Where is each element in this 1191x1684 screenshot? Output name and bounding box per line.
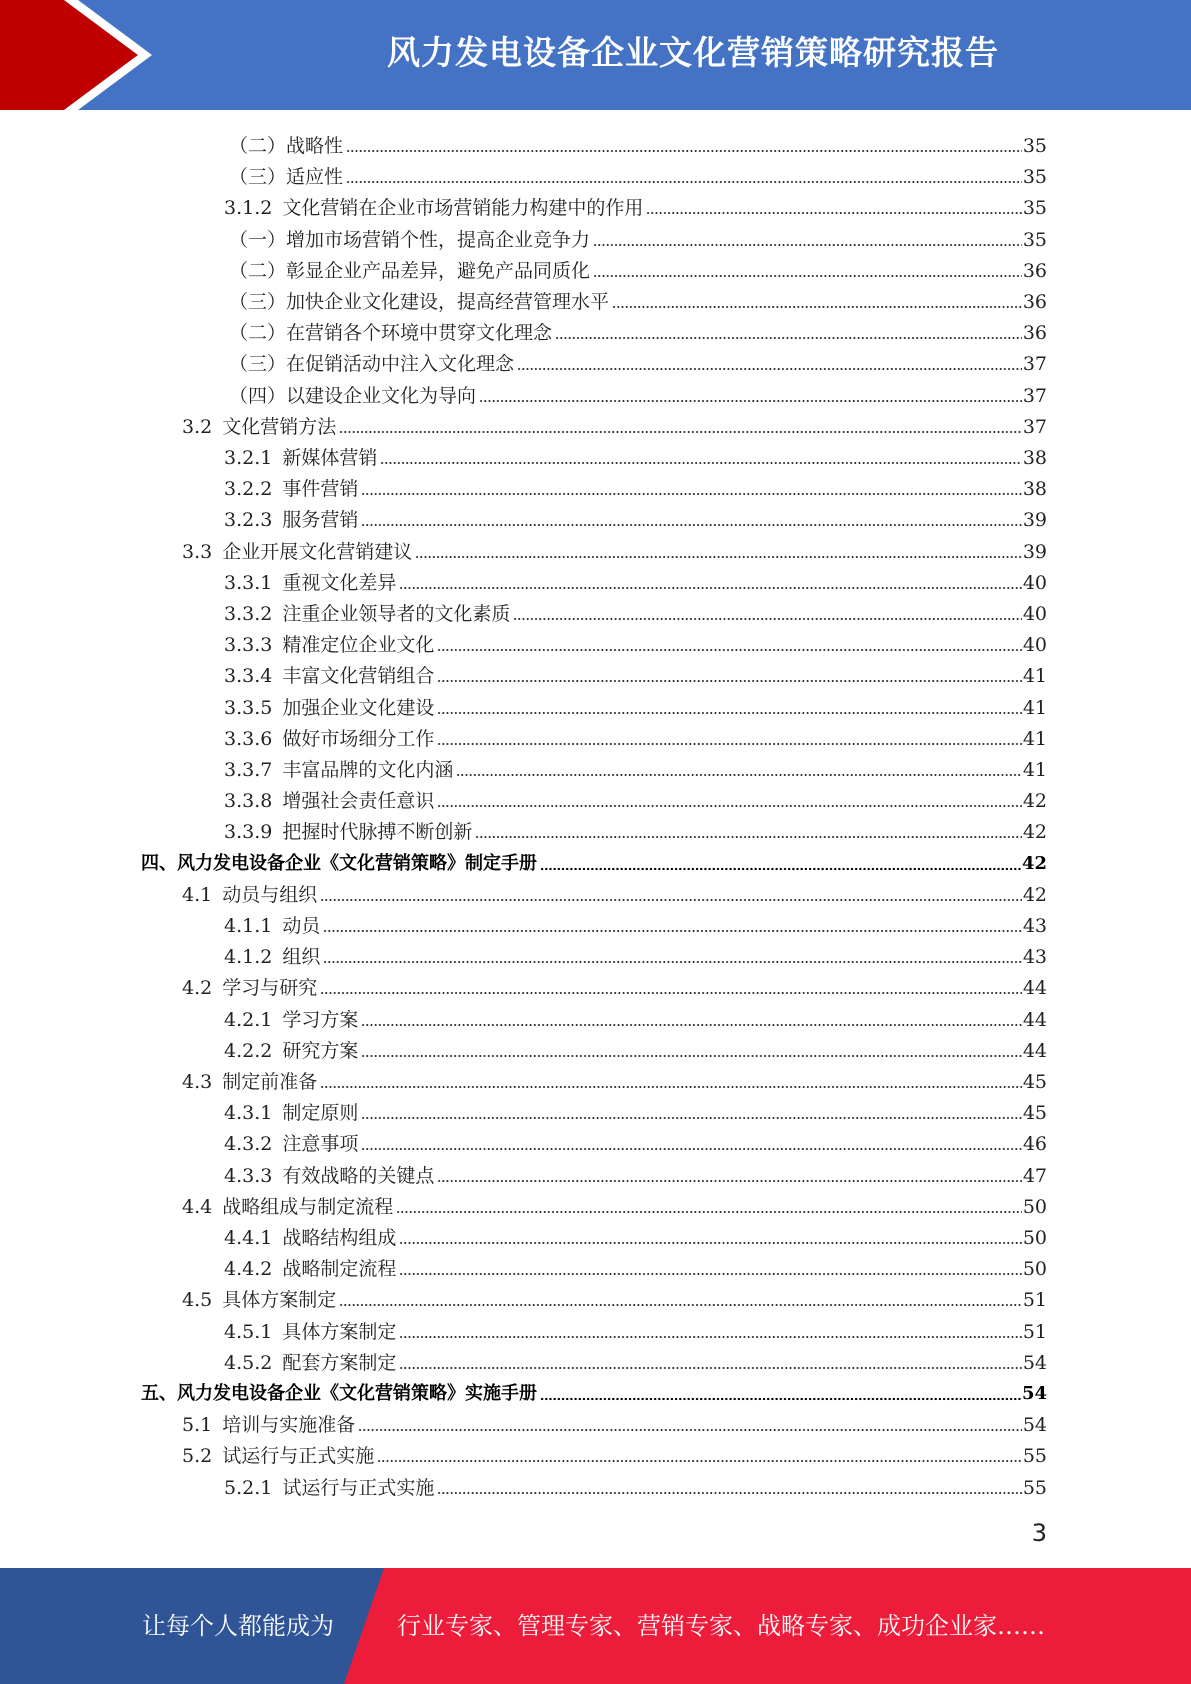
toc-entry-label bbox=[182, 1288, 336, 1312]
toc-entry-title: 注重企业领导者的文化素质 bbox=[282, 603, 511, 625]
toc-entry[interactable] bbox=[224, 907, 1047, 938]
toc-entry-title: 具体方案制定 bbox=[282, 1320, 397, 1343]
toc-entry-title: 培训与实施准备 bbox=[222, 1414, 356, 1437]
toc-entry-page: 40 bbox=[1022, 603, 1047, 625]
toc-entry-page: 47 bbox=[1022, 1164, 1047, 1187]
toc-entry[interactable] bbox=[182, 1188, 1047, 1219]
toc-entry-title: 增强社会责任意识 bbox=[282, 790, 435, 813]
toc-entry-number: 3.3.1 bbox=[224, 571, 279, 594]
toc-entry-number: 4.2.1 bbox=[224, 1008, 279, 1031]
toc-dot-leader bbox=[540, 863, 1021, 871]
toc-entry-title: 做好市场细分工作 bbox=[282, 727, 435, 750]
toc-entry-title: 动员 bbox=[282, 915, 321, 937]
toc-dot-leader bbox=[399, 1268, 1021, 1276]
toc-entry-number: 4.3 bbox=[182, 1071, 219, 1093]
toc-entry-number: 5.2 bbox=[182, 1445, 219, 1468]
toc-entry-label bbox=[229, 134, 343, 158]
toc-entry-number: 5.2.1 bbox=[224, 1476, 279, 1499]
toc-entry-title: 配套方案制定 bbox=[282, 1351, 397, 1374]
toc-entry-title: （二）战略性 bbox=[229, 135, 344, 157]
toc-entry[interactable] bbox=[224, 439, 1047, 470]
toc-entry-title: （四）以建设企业文化为导向 bbox=[229, 384, 477, 407]
toc-entry-title: 四、风力发电设备企业《文化营销策略》制定手册 bbox=[141, 852, 537, 874]
toc-entry-number: 3.3.9 bbox=[224, 821, 279, 844]
toc-entry-number: 4.5.1 bbox=[224, 1320, 279, 1343]
toc-entry[interactable] bbox=[229, 127, 1047, 158]
toc-entry[interactable] bbox=[141, 1375, 1047, 1406]
toc-entry-label bbox=[224, 1039, 358, 1063]
toc-entry-label bbox=[229, 290, 609, 314]
toc-entry-page: 39 bbox=[1022, 509, 1047, 532]
toc-entry-label bbox=[182, 540, 412, 564]
toc-entry-page: 41 bbox=[1022, 759, 1047, 781]
toc-entry[interactable] bbox=[224, 1344, 1047, 1375]
toc-entry-label bbox=[224, 758, 453, 782]
toc-entry-label bbox=[182, 1444, 374, 1468]
toc-entry-page: 50 bbox=[1022, 1227, 1047, 1249]
toc-dot-leader bbox=[437, 738, 1021, 746]
toc-entry-label bbox=[141, 1382, 537, 1406]
toc-entry-label bbox=[224, 602, 510, 626]
toc-entry-page: 44 bbox=[1022, 1039, 1047, 1062]
toc-dot-leader bbox=[513, 613, 1021, 621]
toc-entry-page: 35 bbox=[1022, 166, 1047, 189]
toc-entry-page: 54 bbox=[1022, 1414, 1047, 1437]
toc-entry-label bbox=[224, 446, 377, 470]
toc-entry-number: 3.3 bbox=[182, 540, 219, 563]
toc-entry[interactable] bbox=[182, 1437, 1047, 1468]
toc-entry[interactable] bbox=[224, 626, 1047, 657]
toc-entry-page: 35 bbox=[1022, 135, 1047, 157]
toc-entry-label bbox=[182, 976, 317, 1000]
toc-entry-label bbox=[229, 352, 514, 376]
toc-entry-title: 战略制定流程 bbox=[282, 1258, 397, 1281]
toc-entry-title: 制定原则 bbox=[282, 1102, 359, 1125]
toc-dot-leader bbox=[320, 1081, 1022, 1089]
toc-entry-label bbox=[182, 415, 336, 439]
toc-entry[interactable] bbox=[224, 1313, 1047, 1344]
toc-entry-page: 45 bbox=[1022, 1102, 1047, 1125]
toc-entry-number: 3.3.4 bbox=[224, 665, 279, 688]
toc-entry-label bbox=[224, 789, 434, 813]
toc-dot-leader bbox=[593, 270, 1022, 278]
toc-entry-page: 54 bbox=[1021, 1383, 1047, 1404]
toc-entry-page: 44 bbox=[1022, 1008, 1047, 1031]
toc-dot-leader bbox=[437, 644, 1021, 652]
toc-entry-label bbox=[229, 259, 590, 283]
toc-entry[interactable] bbox=[229, 252, 1047, 283]
toc-entry-title: （二）在营销各个环境中贯穿文化理念 bbox=[229, 322, 553, 345]
toc-entry-page: 35 bbox=[1022, 228, 1047, 251]
toc-entry-page: 40 bbox=[1022, 571, 1047, 594]
toc-entry-page: 38 bbox=[1022, 478, 1047, 501]
toc-dot-leader bbox=[399, 1237, 1021, 1245]
toc-dot-leader bbox=[323, 956, 1021, 964]
toc-entry-title: 具体方案制定 bbox=[222, 1289, 337, 1312]
toc-entry[interactable] bbox=[224, 595, 1047, 626]
toc-entry-page: 42 bbox=[1022, 790, 1047, 813]
toc-entry-label bbox=[224, 1476, 434, 1500]
toc-entry[interactable] bbox=[182, 1063, 1047, 1094]
toc-entry[interactable] bbox=[224, 564, 1047, 595]
toc-entry-page: 54 bbox=[1022, 1351, 1047, 1374]
toc-dot-leader bbox=[517, 363, 1022, 371]
toc-entry-label bbox=[224, 820, 472, 844]
toc-entry-page: 51 bbox=[1022, 1320, 1047, 1343]
toc-entry-page: 36 bbox=[1022, 259, 1047, 282]
toc-entry-page: 35 bbox=[1022, 197, 1047, 220]
toc-entry[interactable] bbox=[182, 1406, 1047, 1437]
toc-entry[interactable] bbox=[229, 314, 1047, 345]
toc-entry[interactable] bbox=[229, 345, 1047, 376]
toc-entry-page: 37 bbox=[1022, 384, 1047, 407]
toc-dot-leader bbox=[323, 925, 1021, 933]
toc-entry-label bbox=[224, 1101, 358, 1125]
toc-entry-number: 4.4.2 bbox=[224, 1258, 279, 1281]
toc-entry[interactable] bbox=[224, 470, 1047, 501]
toc-entry[interactable] bbox=[224, 1125, 1047, 1156]
toc-entry[interactable] bbox=[182, 1281, 1047, 1312]
toc-dot-leader bbox=[361, 1143, 1021, 1151]
toc-entry-page: 42 bbox=[1022, 821, 1047, 844]
toc-dot-leader bbox=[593, 239, 1022, 247]
toc-entry-title: 丰富品牌的文化内涵 bbox=[282, 759, 454, 781]
toc-dot-leader bbox=[320, 894, 1022, 902]
toc-entry-page: 45 bbox=[1022, 1071, 1047, 1093]
toc-entry[interactable] bbox=[224, 189, 1047, 220]
toc-entry-number: 4.1 bbox=[182, 883, 219, 906]
toc-entry[interactable] bbox=[224, 1157, 1047, 1188]
toc-entry-page: 39 bbox=[1022, 540, 1047, 563]
toc-entry-label bbox=[224, 196, 643, 220]
toc-entry-label bbox=[229, 165, 343, 189]
toc-entry-number: 4.1.2 bbox=[224, 946, 279, 969]
toc-entry-label bbox=[224, 1226, 396, 1250]
toc-dot-leader bbox=[361, 1112, 1021, 1120]
toc-entry[interactable] bbox=[224, 1094, 1047, 1125]
toc-entry-label bbox=[229, 228, 590, 252]
toc-dot-leader bbox=[612, 301, 1022, 309]
toc-entry-page: 36 bbox=[1022, 291, 1047, 313]
toc-entry-title: 试运行与正式实施 bbox=[222, 1445, 375, 1468]
toc-entry[interactable] bbox=[224, 782, 1047, 813]
toc-entry-title: 精准定位企业文化 bbox=[282, 634, 435, 657]
toc-entry-number: 4.4.1 bbox=[224, 1227, 279, 1249]
toc-entry[interactable] bbox=[182, 876, 1047, 907]
toc-entry-label bbox=[229, 321, 552, 345]
toc-entry-number: 4.5 bbox=[182, 1289, 219, 1312]
toc-entry-page: 50 bbox=[1022, 1195, 1047, 1218]
toc-entry-number: 4.5.2 bbox=[224, 1351, 279, 1374]
toc-entry-page: 46 bbox=[1022, 1133, 1047, 1156]
toc-dot-leader bbox=[437, 707, 1021, 715]
toc-dot-leader bbox=[479, 395, 1022, 403]
toc-entry-page: 37 bbox=[1022, 415, 1047, 438]
toc-entry-page: 50 bbox=[1022, 1258, 1047, 1281]
toc-entry[interactable] bbox=[182, 533, 1047, 564]
toc-dot-leader bbox=[346, 145, 1022, 153]
toc-entry-label bbox=[182, 1195, 393, 1219]
toc-entry-label bbox=[224, 1351, 396, 1375]
toc-entry[interactable] bbox=[229, 221, 1047, 252]
toc-entry[interactable] bbox=[224, 938, 1047, 969]
toc-entry-page: 37 bbox=[1022, 353, 1047, 376]
toc-entry-number: 3.2.3 bbox=[224, 509, 279, 532]
toc-entry[interactable] bbox=[224, 1032, 1047, 1063]
toc-entry-title: 文化营销在企业市场营销能力构建中的作用 bbox=[282, 197, 644, 220]
toc-entry-page: 51 bbox=[1022, 1289, 1047, 1312]
toc-entry-label bbox=[224, 696, 434, 720]
toc-dot-leader bbox=[437, 675, 1021, 683]
toc-entry-title: 制定前准备 bbox=[222, 1071, 318, 1093]
toc-entry[interactable] bbox=[182, 408, 1047, 439]
toc-dot-leader bbox=[555, 332, 1022, 340]
toc-entry-page: 43 bbox=[1022, 915, 1047, 937]
toc-entry-label bbox=[182, 1413, 355, 1437]
toc-entry-page: 44 bbox=[1022, 977, 1047, 1000]
toc-entry-title: 研究方案 bbox=[282, 1039, 359, 1062]
toc-dot-leader bbox=[320, 987, 1022, 995]
toc-entry-label bbox=[141, 852, 537, 876]
toc-entry[interactable] bbox=[224, 813, 1047, 844]
toc-entry-number: 4.2.2 bbox=[224, 1039, 279, 1062]
toc-entry-number: 4.2 bbox=[182, 977, 219, 1000]
toc-dot-leader bbox=[437, 1175, 1021, 1183]
toc-entry-number: 4.3.1 bbox=[224, 1102, 279, 1125]
toc-entry[interactable] bbox=[229, 377, 1047, 408]
toc-dot-leader bbox=[377, 1455, 1022, 1463]
toc-entry[interactable] bbox=[224, 720, 1047, 751]
toc-entry-page: 55 bbox=[1022, 1445, 1047, 1468]
toc-entry-label bbox=[182, 883, 317, 907]
toc-entry-label bbox=[224, 1008, 358, 1032]
toc-entry-page: 55 bbox=[1022, 1476, 1047, 1499]
toc-entry-label bbox=[182, 1070, 317, 1094]
toc-dot-leader bbox=[361, 1019, 1021, 1027]
toc-entry[interactable] bbox=[224, 751, 1047, 782]
toc-entry-label bbox=[224, 1320, 396, 1344]
toc-dot-leader bbox=[399, 1362, 1021, 1370]
toc-entry[interactable] bbox=[229, 158, 1047, 189]
toc-entry-label bbox=[229, 384, 476, 408]
toc-entry-title: 丰富文化营销组合 bbox=[282, 665, 435, 688]
toc-entry-title: （二）彰显企业产品差异，避免产品同质化 bbox=[229, 259, 591, 282]
footer-slogan-right: 行业专家、管理专家、营销专家、战略专家、成功企业家…… bbox=[397, 1612, 1045, 1640]
toc-entry-label bbox=[224, 633, 434, 657]
toc-dot-leader bbox=[540, 1393, 1021, 1401]
toc-entry-number: 3.3.3 bbox=[224, 634, 279, 657]
toc-dot-leader bbox=[358, 1424, 1022, 1432]
toc-entry-page: 36 bbox=[1022, 322, 1047, 345]
toc-entry[interactable] bbox=[224, 657, 1047, 688]
toc-entry[interactable] bbox=[224, 1469, 1047, 1500]
page-number: 3 bbox=[1031, 1519, 1047, 1547]
toc-entry-title: 服务营销 bbox=[282, 509, 359, 532]
toc-entry-title: 企业开展文化营销建议 bbox=[222, 540, 413, 563]
toc-entry[interactable] bbox=[182, 969, 1047, 1000]
toc-entry-label bbox=[224, 508, 358, 532]
toc-dot-leader bbox=[646, 207, 1021, 215]
toc-entry-number: 3.3.7 bbox=[224, 759, 279, 781]
toc-entry-title: 五、风力发电设备企业《文化营销策略》实施手册 bbox=[141, 1383, 537, 1404]
toc-entry-title: 重视文化差异 bbox=[282, 571, 397, 594]
toc-entry-number: 4.1.1 bbox=[224, 915, 279, 937]
toc-entry-number: 3.1.2 bbox=[224, 197, 279, 220]
toc-dot-leader bbox=[339, 1299, 1022, 1307]
toc-entry-page: 42 bbox=[1021, 852, 1047, 874]
toc-entry-title: 试运行与正式实施 bbox=[282, 1476, 435, 1499]
toc-entry-page: 43 bbox=[1022, 946, 1047, 969]
toc-entry-title: 战略结构组成 bbox=[282, 1227, 397, 1249]
toc-dot-leader bbox=[399, 1331, 1021, 1339]
toc-entry-title: （三）在促销活动中注入文化理念 bbox=[229, 353, 515, 376]
toc-dot-leader bbox=[437, 800, 1021, 808]
toc-entry-title: 学习与研究 bbox=[222, 977, 318, 1000]
toc-dot-leader bbox=[361, 519, 1021, 527]
toc-dot-leader bbox=[399, 582, 1021, 590]
toc-entry-title: 事件营销 bbox=[282, 478, 359, 501]
toc-entry[interactable] bbox=[224, 1250, 1047, 1281]
toc-dot-leader bbox=[456, 769, 1021, 777]
toc-entry-label bbox=[224, 727, 434, 751]
toc-entry-title: 注意事项 bbox=[282, 1133, 359, 1156]
toc-entry[interactable] bbox=[224, 501, 1047, 532]
toc-entry-page: 42 bbox=[1022, 883, 1047, 906]
toc-entry-number: 3.2.2 bbox=[224, 478, 279, 501]
toc-entry-title: 动员与组织 bbox=[222, 883, 318, 906]
toc-entry-title: （三）加快企业文化建设，提高经营管理水平 bbox=[229, 291, 610, 313]
toc-entry-title: 学习方案 bbox=[282, 1008, 359, 1031]
toc-dot-leader bbox=[339, 426, 1022, 434]
toc-entry-label bbox=[224, 1132, 358, 1156]
toc-entry-title: （三）适应性 bbox=[229, 166, 344, 189]
toc-dot-leader bbox=[396, 1206, 1022, 1214]
toc-entry-title: 有效战略的关键点 bbox=[282, 1164, 435, 1187]
toc-entry-number: 3.2.1 bbox=[224, 447, 279, 469]
toc-entry[interactable] bbox=[224, 1219, 1047, 1250]
page-header bbox=[0, 0, 1191, 110]
toc-entry-page: 40 bbox=[1022, 634, 1047, 657]
toc-entry-page: 41 bbox=[1022, 696, 1047, 719]
toc-entry-label bbox=[224, 914, 320, 938]
toc-entry-number: 3.3.5 bbox=[224, 696, 279, 719]
toc-entry-label bbox=[224, 477, 358, 501]
toc-entry-page: 38 bbox=[1022, 447, 1047, 469]
toc-entry-number: 4.4 bbox=[182, 1195, 219, 1218]
toc-entry-label bbox=[224, 1164, 434, 1188]
toc-entry-number: 3.3.2 bbox=[224, 603, 279, 625]
toc-dot-leader bbox=[415, 551, 1022, 559]
toc-entry-number: 5.1 bbox=[182, 1414, 219, 1437]
footer-slogan-left: 让每个人都能成为 bbox=[142, 1612, 334, 1640]
toc-dot-leader bbox=[346, 176, 1022, 184]
toc-entry-label bbox=[224, 571, 396, 595]
toc-entry-title: （一）增加市场营销个性，提高企业竞争力 bbox=[229, 228, 591, 251]
toc-entry-number: 3.2 bbox=[182, 415, 219, 438]
toc-entry[interactable] bbox=[141, 845, 1047, 876]
toc-entry-number: 4.3.3 bbox=[224, 1164, 279, 1187]
toc-dot-leader bbox=[380, 457, 1021, 465]
toc-entry[interactable] bbox=[224, 689, 1047, 720]
toc-dot-leader bbox=[361, 1050, 1021, 1058]
page-footer bbox=[0, 1568, 1191, 1684]
toc-entry-title: 加强企业文化建设 bbox=[282, 696, 435, 719]
toc-entry-number: 3.3.8 bbox=[224, 790, 279, 813]
header-chevron-decoration bbox=[0, 0, 160, 110]
toc-entry-label bbox=[224, 945, 320, 969]
toc-entry-title: 文化营销方法 bbox=[222, 415, 337, 438]
toc-entry-number: 4.3.2 bbox=[224, 1133, 279, 1156]
toc-dot-leader bbox=[437, 1487, 1021, 1495]
document-title: 风力发电设备企业文化营销策略研究报告 bbox=[387, 33, 999, 72]
header-red-chevron bbox=[0, 0, 138, 110]
toc-entry[interactable] bbox=[229, 283, 1047, 314]
toc-entry-page: 41 bbox=[1022, 727, 1047, 750]
toc-entry-title: 把握时代脉搏不断创新 bbox=[282, 821, 473, 844]
toc-dot-leader bbox=[361, 488, 1021, 496]
toc-entry-page: 41 bbox=[1022, 665, 1047, 688]
toc-entry-label bbox=[224, 664, 434, 688]
toc-entry-title: 新媒体营销 bbox=[282, 447, 378, 469]
toc-dot-leader bbox=[475, 831, 1021, 839]
toc-entry-label bbox=[224, 1257, 396, 1281]
toc-entry-number: 3.3.6 bbox=[224, 727, 279, 750]
toc-entry-title: 组织 bbox=[282, 946, 321, 969]
toc-entry[interactable] bbox=[224, 1001, 1047, 1032]
toc-entry-title: 战略组成与制定流程 bbox=[222, 1195, 394, 1218]
